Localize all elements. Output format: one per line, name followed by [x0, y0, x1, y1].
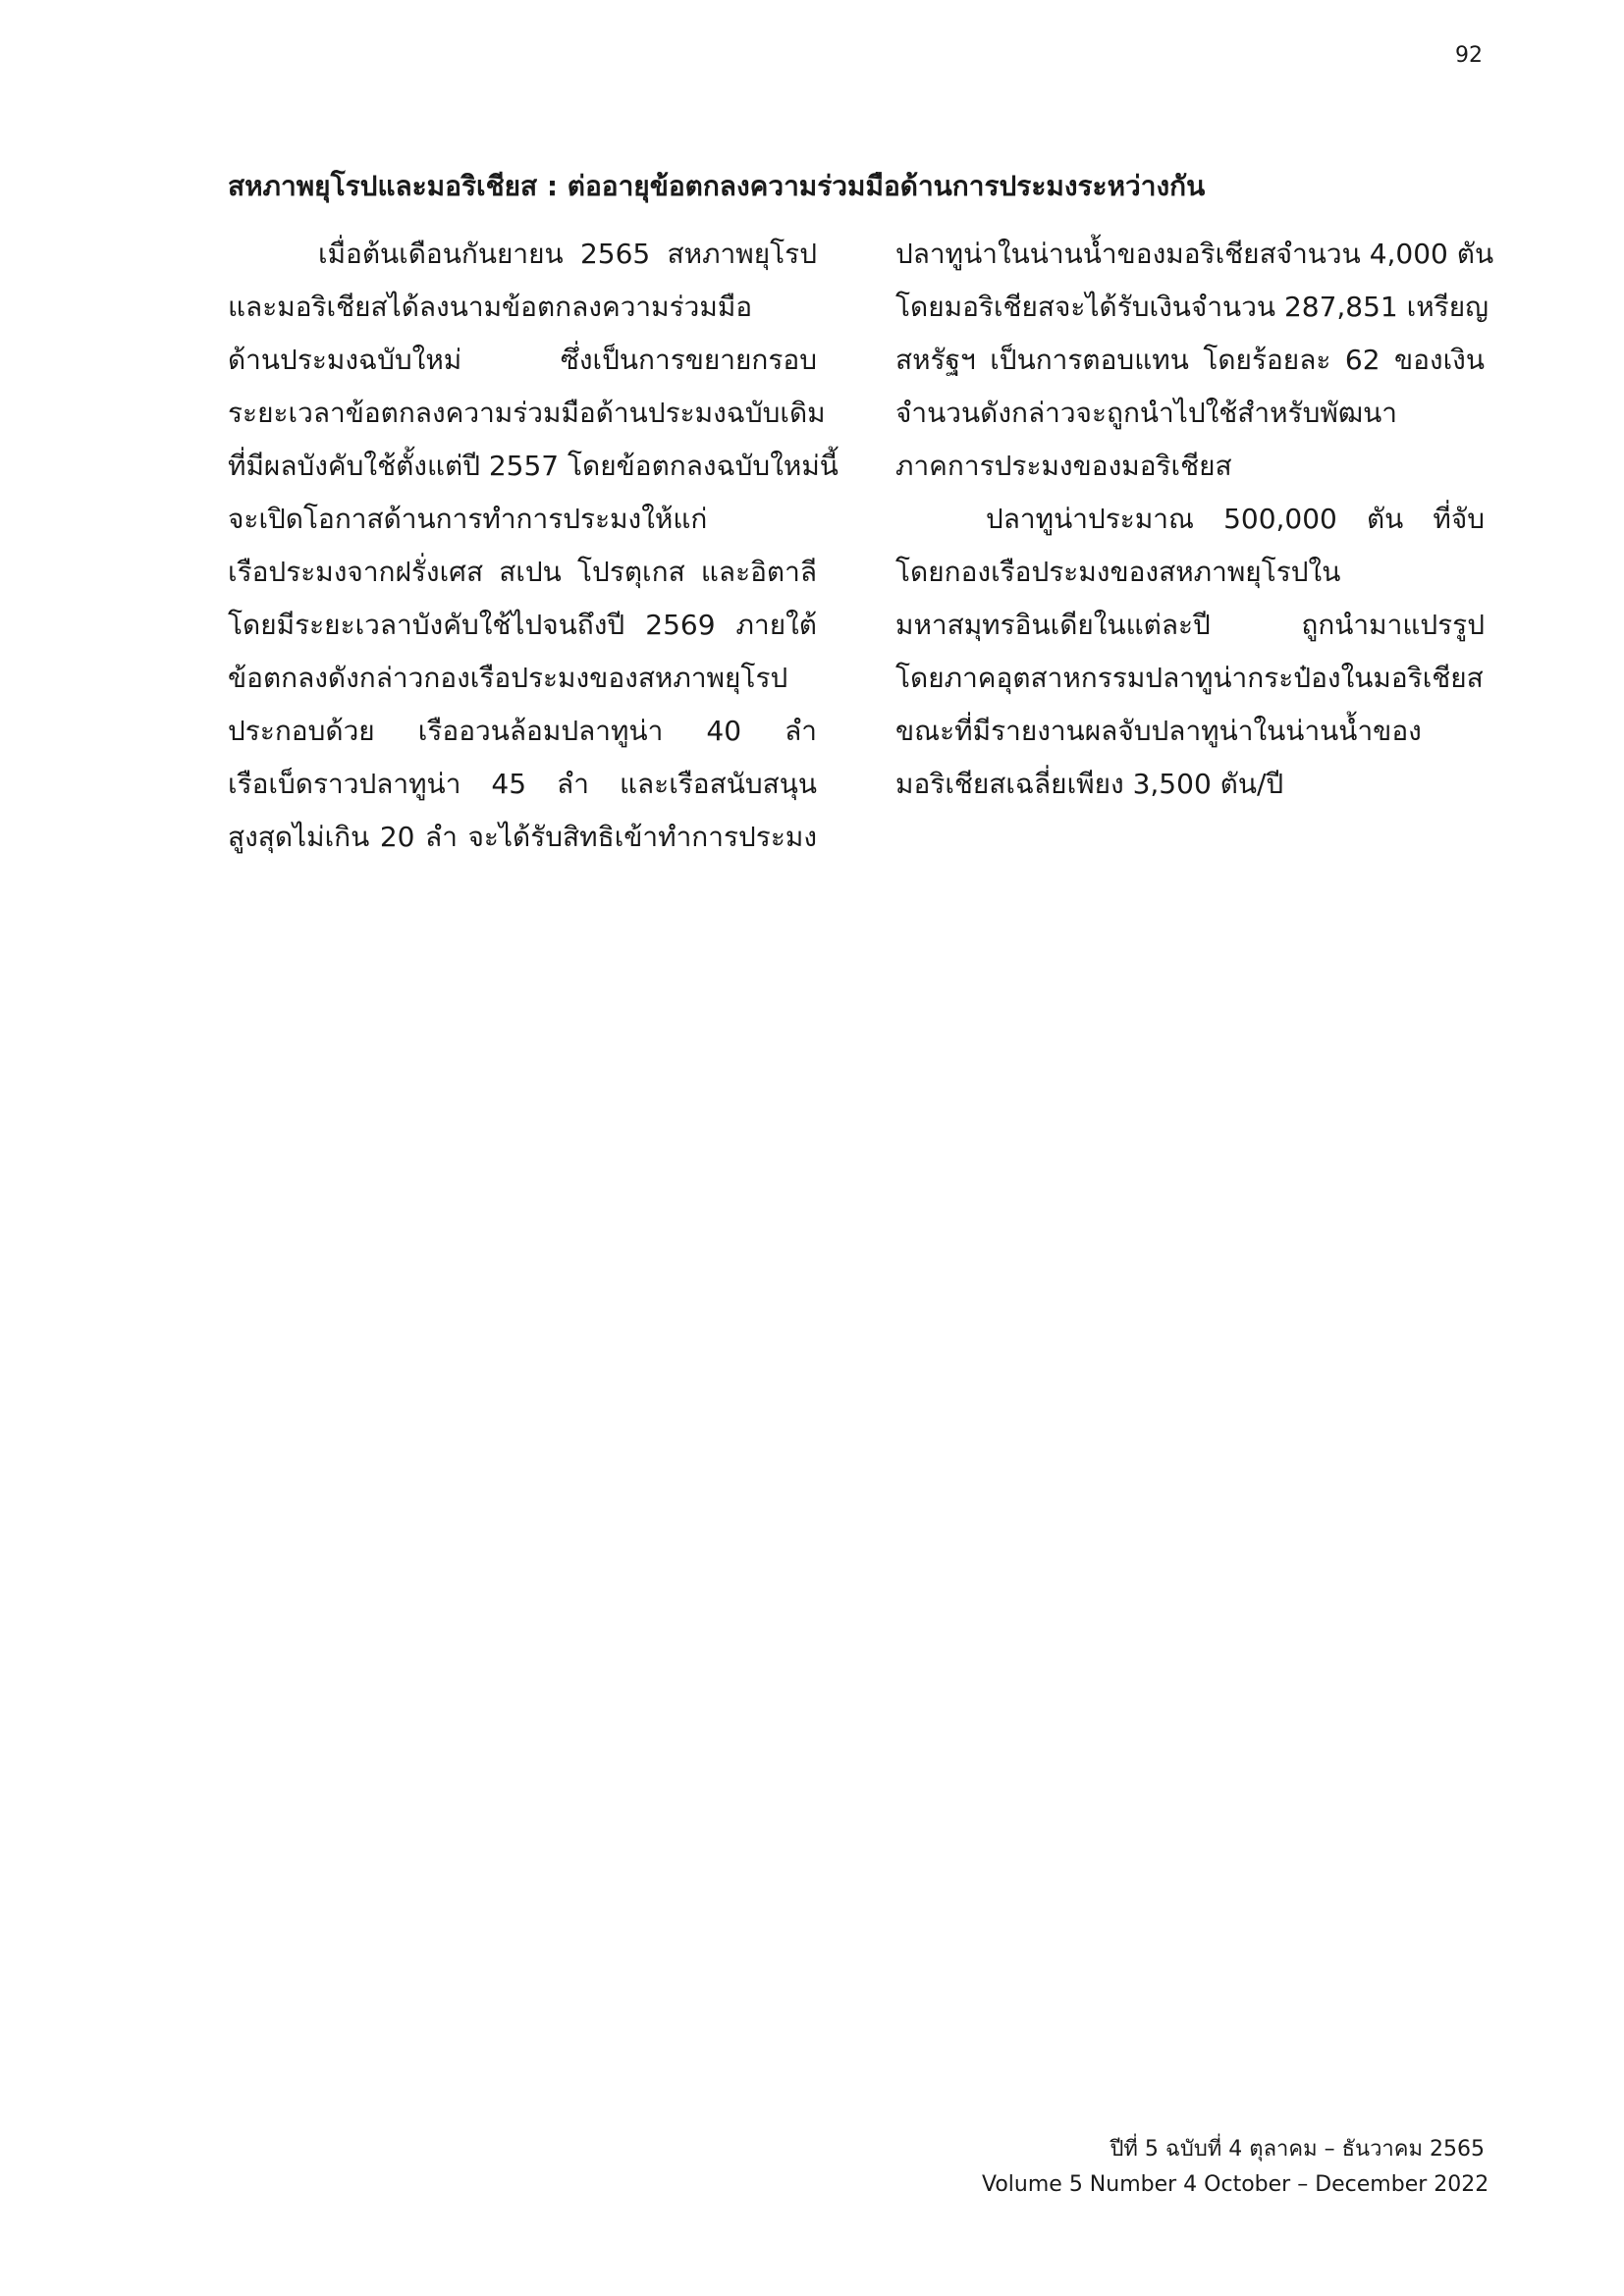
article-title: สหภาพยุโรปและมอริเชียส : ต่ออายุข้อตกลงความร่วมมือด้านการประมงระหว่างกัน: [228, 170, 1206, 202]
text-line: สูงสุดไม่เกิน 20 ลำ จะได้รับสิทธิเข้าทำการประมง: [228, 821, 817, 853]
text-line: ปลาทูน่าประมาณ 500,000 ตัน ที่จับ: [986, 503, 1485, 535]
text-line: เรือประมงจากฝรั่งเศส สเปน โปรตุเกส และอิตาลี: [228, 556, 817, 588]
text-line: จะเปิดโอกาสด้านการทำการประมงให้แก่: [228, 503, 708, 535]
text-line: สหรัฐฯ เป็นการตอบแทน โดยร้อยละ 62 ของเงิน: [895, 344, 1485, 376]
footer-issue-thai: ปีที่ 5 ฉบับที่ 4 ตุลาคม – ธันวาคม 2565: [1110, 2137, 1485, 2162]
paragraph-tuna-processing: [895, 493, 1485, 811]
text-line: โดยกองเรือประมงของสหภาพยุโรปใน: [895, 556, 1341, 588]
text-line: จำนวนดังกล่าวจะถูกนำไปใช้สำหรับพัฒนา: [895, 397, 1397, 429]
footer-issue-english: Volume 5 Number 4 October – December 2022: [982, 2172, 1489, 2197]
text-line: ด้านประมงฉบับใหม่ ซึ่งเป็นการขยายกรอบ: [228, 344, 817, 376]
text-line: ข้อตกลงดังกล่าวกองเรือประมงของสหภาพยุโรป: [228, 662, 788, 694]
paragraph-payment: [895, 228, 1494, 493]
footer: [982, 2132, 1489, 2203]
text-line: มหาสมุทรอินเดียในแต่ละปี ถูกนำมาแปรรูป: [895, 609, 1485, 641]
text-line: มอริเชียสเฉลี่ยเพียง 3,500 ตัน/ปี: [895, 768, 1284, 800]
text-line: เมื่อต้นเดือนกันยายน 2565 สหภาพยุโรป: [318, 238, 817, 270]
text-line: และมอริเชียสได้ลงนามข้อตกลงความร่วมมือ: [228, 291, 753, 323]
text-line: ขณะที่มีรายงานผลจับปลาทูน่าในน่านน้ำของ: [895, 715, 1422, 747]
right-column: [895, 228, 1494, 811]
text-line: ที่มีผลบังคับใช้ตั้งแต่ปี 2557 โดยข้อตกลงฉบับใหม่นี้: [228, 450, 839, 482]
text-line: เรือเบ็ดราวปลาทูน่า 45 ลำ และเรือสนับสนุน: [228, 768, 817, 800]
page-number: 92: [1455, 43, 1483, 68]
text-line: ระยะเวลาข้อตกลงความร่วมมือด้านประมงฉบับเดิม: [228, 397, 826, 429]
text-line: ปลาทูน่าในน่านน้ำของมอริเชียสจำนวน 4,000 ตัน: [895, 238, 1494, 270]
text-line: โดยมีระยะเวลาบังคับใช้ไปจนถึงปี 2569 ภายใต้: [228, 609, 817, 641]
text-line: โดยมอริเชียสจะได้รับเงินจำนวน 287,851 เหรียญ: [895, 291, 1489, 323]
text-line: ภาคการประมงของมอริเชียส: [895, 450, 1232, 482]
text-line: โดยภาคอุตสาหกรรมปลาทูน่ากระป๋องในมอริเชียส: [895, 662, 1484, 694]
text-line: ประกอบด้วย เรืออวนล้อมปลาทูน่า 40 ลำ: [228, 715, 817, 747]
left-column: [228, 228, 839, 864]
